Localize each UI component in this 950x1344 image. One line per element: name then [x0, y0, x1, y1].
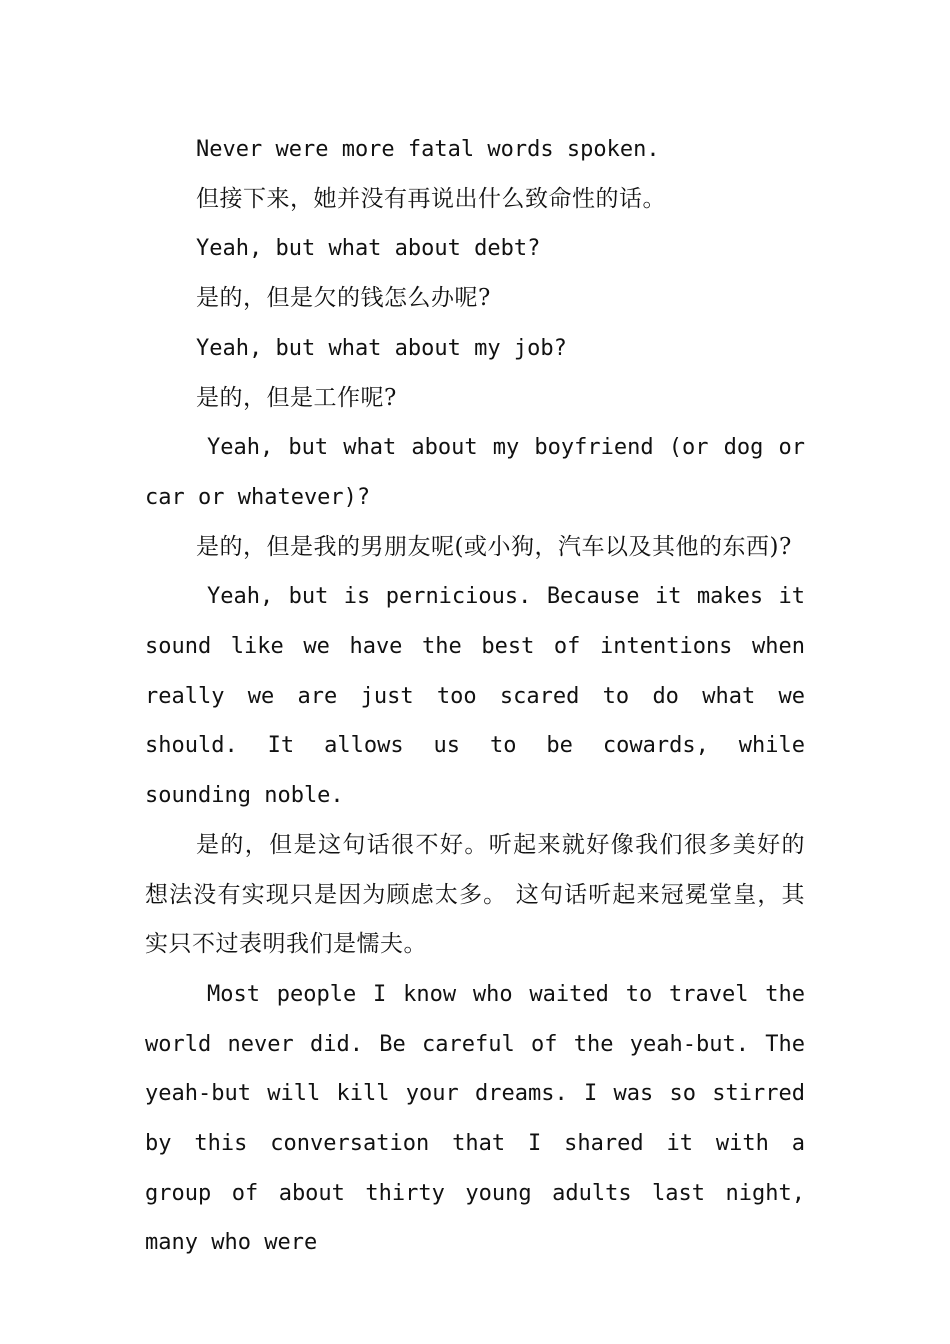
paragraph-en: Most people I know who waited to travel the world never did. Be careful of the yeah-but. The yeah-but will kill your dreams. I was so stirred by this conversation that I shared it with a group of about thirty young adults last night, many who were	[145, 981, 805, 1256]
paragraph-en: Yeah, but is pernicious. Because it makes it sound like we have the best of intentions when really we are just too scared to do what we should. It allows us to be cowards, while sounding noble.	[145, 584, 805, 809]
paragraph-en: Yeah, but what about my job?	[196, 335, 567, 361]
paragraph-zh: 是的，但是欠的钱怎么办呢?	[196, 285, 491, 312]
paragraph-en: Yeah, but what about my boyfriend (or dog or car or whatever)?	[145, 435, 805, 510]
paragraph-zh: 但接下来，她并没有再说出什么致命性的话。	[196, 185, 666, 212]
document-body	[145, 125, 805, 1268]
paragraph-zh: 是的，但是这句话很不好。听起来就好像我们很多美好的想法没有实现只是因为顾虑太多。 这句话听起来冠冕堂皇，其实只不过表明我们是懦夫。	[145, 831, 805, 958]
paragraph-zh: 是的，但是我的男朋友呢(或小狗，汽车以及其他的东西)?	[196, 533, 792, 560]
paragraph-en: Yeah, but what about debt?	[196, 236, 541, 262]
paragraph-en: Never were more fatal words spoken.	[196, 137, 660, 162]
paragraph-zh: 是的，但是工作呢?	[196, 384, 397, 411]
